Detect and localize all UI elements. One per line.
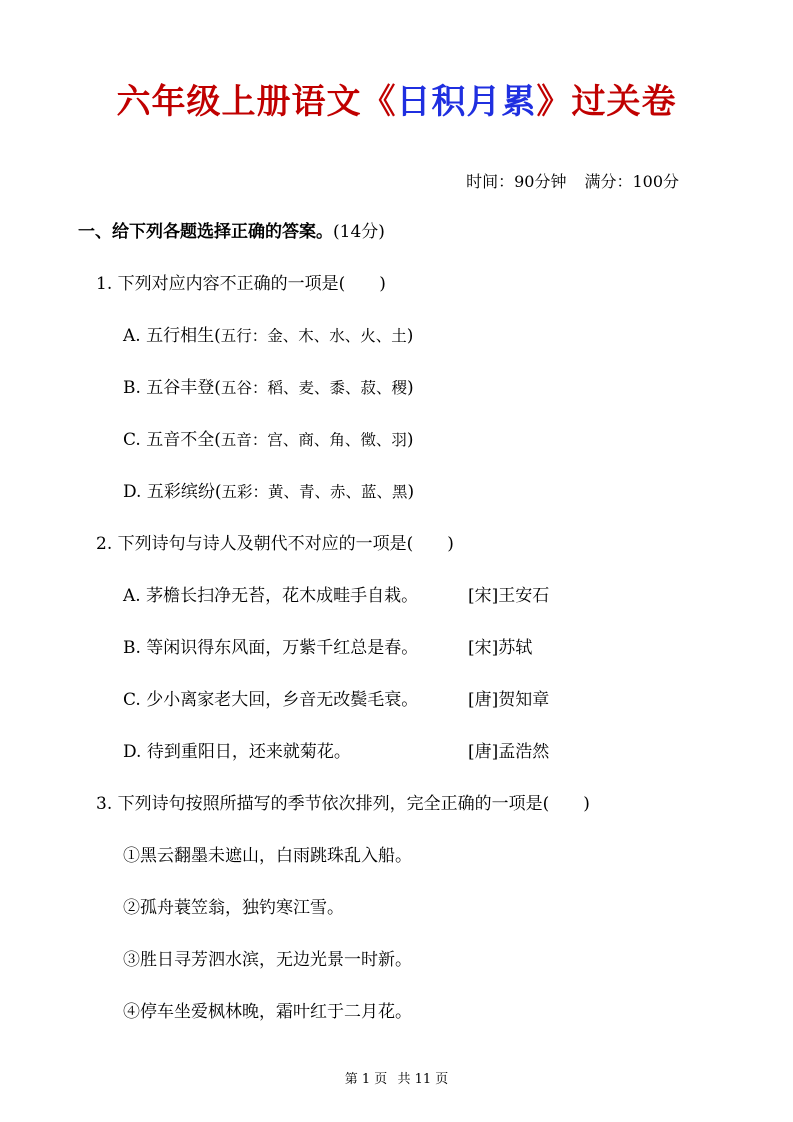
option-author: [唐]孟浩然 [468,742,550,762]
option-note: 五彩：黄、青、赤、蓝、黑 [221,483,408,501]
question-3-item-4: ④停车坐爱枫林晚，霜叶红于二月花。 [123,1002,412,1022]
page-total: 共 11 页 [397,1072,449,1087]
option-end: ) [407,482,415,502]
option-main: D. 五彩缤纷( [123,482,222,502]
option-text: B. 等闲识得东风面，万紫千红总是春。 [123,638,419,658]
option-author: [宋]苏轼 [468,638,533,658]
question-2-option-b [123,636,533,660]
option-note: 五谷：稻、麦、黍、菽、稷 [220,379,407,397]
option-main: B. 五谷丰登( [123,378,221,398]
page-footer [0,1068,793,1087]
question-3-item-1: ①黑云翻墨未遮山，白雨跳珠乱入船。 [123,846,412,866]
option-main: C. 五音不全( [123,430,221,450]
question-3-stem: 3. 下列诗句按照所描写的季节依次排列，完全正确的一项是( ) [96,794,590,814]
option-author: [唐]贺知章 [468,690,550,710]
option-text: C. 少小离家老大回，乡音无改鬓毛衰。 [123,690,419,710]
section-score: (14分) [333,222,385,242]
question-3-item-3: ③胜日寻芳泗水滨，无边光景一时新。 [123,950,412,970]
exam-time: 时间：90分钟 [466,172,567,191]
section-heading-text: 一、给下列各题选择正确的答案。 [78,222,333,242]
question-1-option-a [123,324,413,348]
page-number: 第 1 页 [344,1072,388,1087]
option-author: [宋]王安石 [468,586,550,606]
title-prefix: 六年级上册语文《 [116,82,397,122]
question-1-option-c [123,428,414,452]
option-text: A. 茅檐长扫净无苔，花木成畦手自栽。 [123,586,419,606]
exam-title [0,74,793,123]
title-highlight: 日积月累 [396,82,537,122]
question-2-stem: 2. 下列诗句与诗人及朝代不对应的一项是( ) [96,534,454,554]
question-2-option-d [123,740,550,764]
option-end: ) [406,378,414,398]
section-heading [78,220,385,244]
option-end: ) [406,430,414,450]
option-note: 五行：金、木、水、火、土 [220,327,407,345]
question-1-option-b [123,376,414,400]
question-2-option-a [123,584,550,608]
exam-info [466,169,679,192]
option-end: ) [406,326,414,346]
title-suffix: 》过关卷 [536,82,677,122]
question-3-item-2: ②孤舟蓑笠翁，独钓寒江雪。 [123,898,344,918]
question-1-option-d [123,480,414,504]
exam-full-score: 满分：100分 [584,172,679,191]
option-text: D. 待到重阳日，还来就菊花。 [123,742,351,762]
option-main: A. 五行相生( [123,326,221,346]
question-1-stem: 1. 下列对应内容不正确的一项是( ) [96,274,386,294]
option-note: 五音：宫、商、角、徵、羽 [220,431,407,449]
question-2-option-c [123,688,550,712]
